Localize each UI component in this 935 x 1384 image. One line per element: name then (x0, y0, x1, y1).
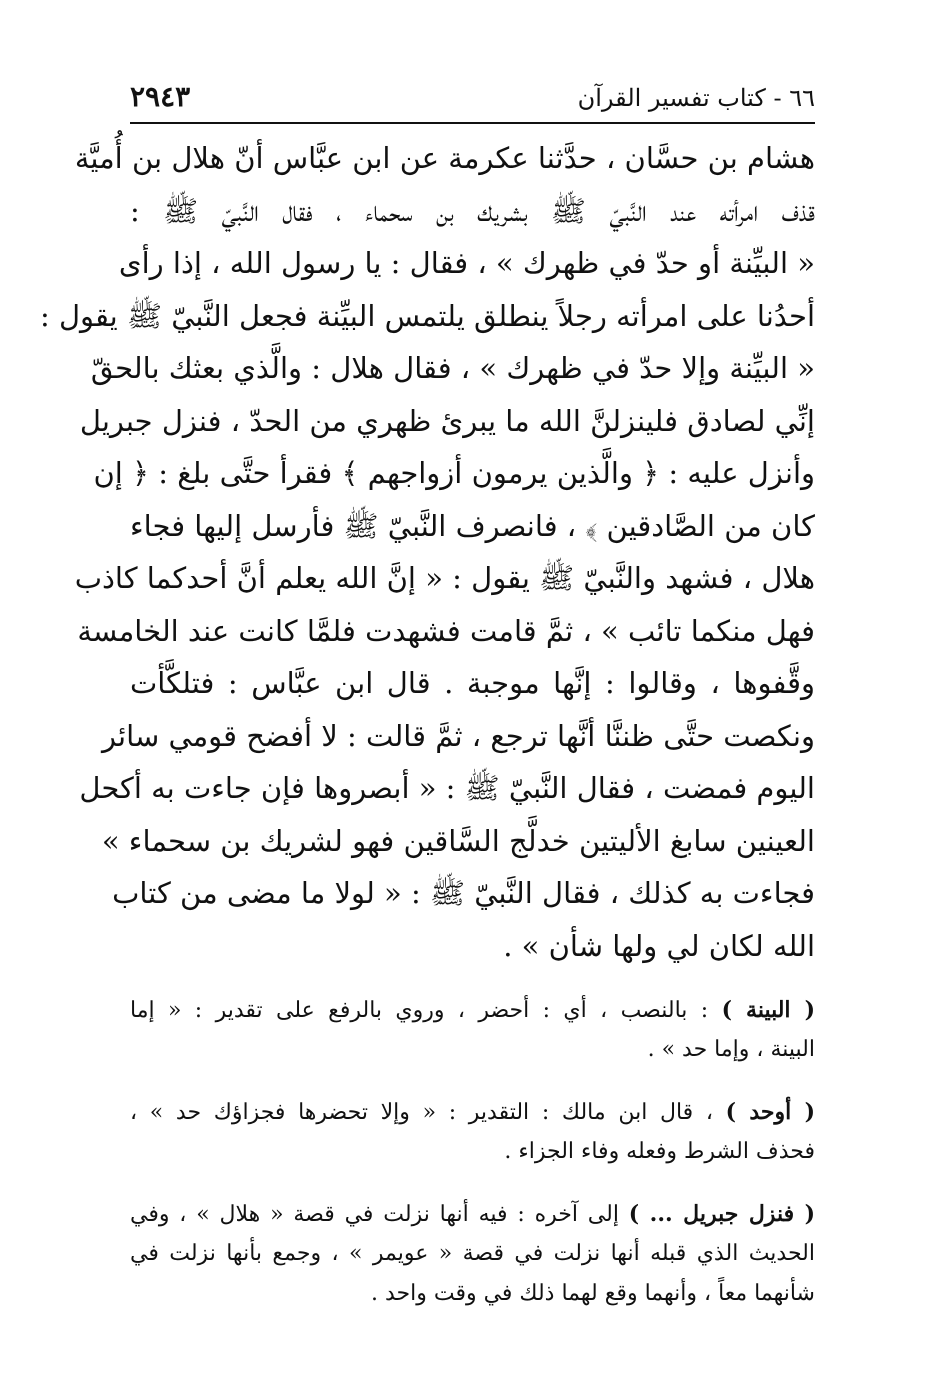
hadith-line: وأنزل عليه : ﴿ والَّذين يرمون أزواجهم ﴾ فقرأ حتَّى بلغ : ﴿ إن (93, 456, 815, 490)
hadith-text (39, 132, 815, 972)
hadith-line: إنِّي لصادق فلينزلنَّ الله ما يبرئ ظهري من الحدّ ، فنزل جبريل (79, 403, 815, 438)
page-number: ٢٩٤٣ (130, 80, 191, 113)
hadith-line: فجاءت به كذلك ، فقال النَّبيّ ﷺ : « لولا ما مضى من كتاب (112, 876, 815, 910)
note-term: ( فنزل جبريل ... ) (628, 1201, 815, 1227)
hadith-line: اليوم فمضت ، فقال النَّبيّ ﷺ : « أبصروها فإن جاءت به أكحل (79, 771, 815, 805)
hadith-line: العينين سابغ الأليتين خدلَّج السَّاقين فهو لشريك بن سحماء » (101, 823, 815, 858)
hadith-line: فهل منكما تائب » ، ثمَّ قامت فشهدت فلمَّا كانت عند الخامسة (77, 613, 815, 648)
note-line (130, 1194, 815, 1234)
note-text: ، قال ابن مالك : التقدير : « وإلا تحضرها فجزاؤك حد » ، (130, 1100, 726, 1125)
note-line (130, 1092, 815, 1132)
hadith-line: وقَّفوها ، وقالوا : إنَّها موجبة . قال ابن عبَّاس : فتلكَّأت (130, 666, 815, 700)
note-aw-hadd (130, 1092, 815, 1172)
hadith-line: « البيِّنة أو حدّ في ظهرك » ، فقال : يا رسول الله ، إذا رأى (118, 246, 815, 280)
note-text: إلى آخره : فيه أنها نزلت في قصة « هلال » ، وفي (130, 1202, 629, 1227)
note-line: الحديث الذي قبله أنها نزلت في قصة « عويمر » ، وجمع بأنها نزلت في (130, 1241, 815, 1266)
note-term: ( البينة ) (721, 997, 815, 1023)
note-line: فحذف الشرط وفعله وفاء الجزاء . (504, 1139, 815, 1164)
hadith-line: هشام بن حسَّان ، حدَّثنا عكرمة عن ابن عبَّاس أنّ هلال بن أُميَّة (74, 141, 815, 175)
note-term: ( أوحد ) (725, 1099, 815, 1125)
hadith-line: كان من الصَّادقين ﴾ ، فانصرف النَّبيّ ﷺ فأرسل إليها فجاء (130, 508, 815, 543)
hadith-line: الله لكان لي ولها شأن » . (503, 928, 815, 963)
note-text: : بالنصب ، أي : أحضر ، وروي بالرفع على تقدير : « إما (130, 998, 722, 1023)
note-line (130, 990, 815, 1030)
hadith-line: قذف امرأته عند النَّبيّ ﷺ بشريك بن سحماء ، فقال النَّبيّ ﷺ : (130, 193, 815, 228)
page-header (130, 78, 815, 124)
hadith-line: « البيِّنة وإلا حدّ في ظهرك » ، فقال هلال : والَّذي بعثك بالحقّ (90, 351, 815, 385)
book-page (39, 78, 815, 1336)
note-albayyina (130, 990, 815, 1070)
hadith-line: هلال ، فشهد والنَّبيّ ﷺ يقول : « إنَّ الله يعلم أنَّ أحدكما كاذب (74, 561, 815, 595)
commentary-notes (130, 990, 815, 1314)
hadith-line: ونكصت حتَّى ظننَّا أنَّها ترجع ، ثمَّ قالت : لا أفضح قومي سائر (102, 718, 815, 753)
hadith-line: أحدُنا على امرأته رجلاً ينطلق يلتمس البيِّنة فجعل النَّبيّ ﷺ يقول : (39, 298, 815, 333)
note-line: البينة ، وإما حد » . (647, 1037, 815, 1062)
running-title: ٦٦ - كتاب تفسير القرآن (577, 84, 815, 112)
note-line: شأنهما معاً ، وأنهما وقع لهما ذلك في وقت واحد . (370, 1281, 815, 1306)
note-fanazala-jibril (130, 1194, 815, 1314)
